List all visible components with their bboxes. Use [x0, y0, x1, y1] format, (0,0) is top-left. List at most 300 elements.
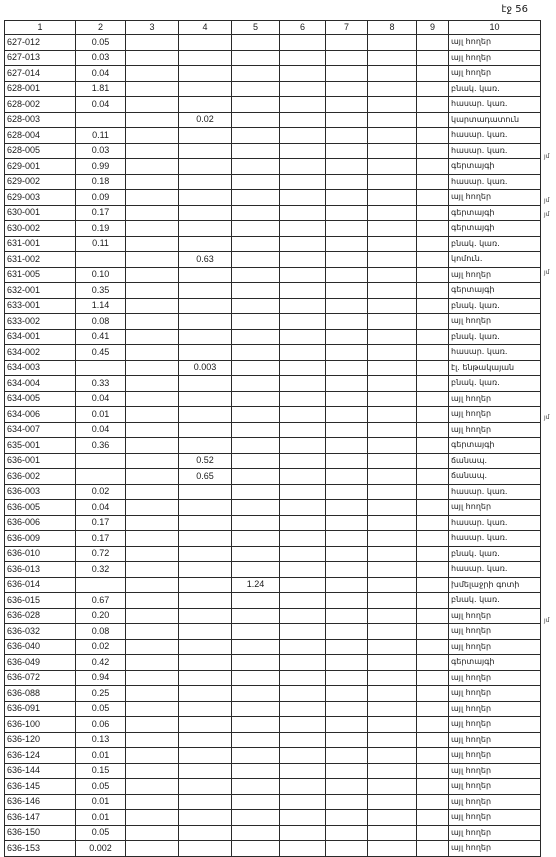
cell-c1: 627-013 — [5, 50, 76, 66]
cell-c2: 0.17 — [76, 205, 126, 221]
cell-c6 — [280, 655, 326, 671]
cell-c10: գերտայգի — [449, 221, 541, 237]
cell-c10: բնակ. կառ. — [449, 236, 541, 252]
cell-c8 — [368, 221, 417, 237]
cell-c1: 636-010 — [5, 546, 76, 562]
cell-c10: հասար. կառ. — [449, 174, 541, 190]
cell-c8 — [368, 283, 417, 299]
cell-c3 — [126, 50, 179, 66]
cell-c7 — [326, 794, 368, 810]
cell-c6 — [280, 329, 326, 345]
cell-c1: 636-150 — [5, 825, 76, 841]
table-row — [5, 438, 541, 454]
cell-c4 — [179, 624, 232, 640]
cell-c4 — [179, 205, 232, 221]
cell-c3 — [126, 825, 179, 841]
cell-c3 — [126, 376, 179, 392]
cell-c8 — [368, 159, 417, 175]
table-row — [5, 608, 541, 624]
cell-c7 — [326, 112, 368, 128]
cell-c5 — [232, 236, 280, 252]
cell-c3 — [126, 577, 179, 593]
cell-c1: 628-004 — [5, 128, 76, 144]
cell-c10: գերտայգի — [449, 159, 541, 175]
cell-c5 — [232, 50, 280, 66]
cell-c2: 0.03 — [76, 50, 126, 66]
table-row — [5, 236, 541, 252]
cell-c3 — [126, 391, 179, 407]
cell-c10: այլ հողեր — [449, 66, 541, 82]
cell-c5 — [232, 267, 280, 283]
cell-c8 — [368, 794, 417, 810]
page-number: էջ 56 — [501, 4, 528, 15]
table-row — [5, 732, 541, 748]
cell-c4 — [179, 97, 232, 113]
cell-c5 — [232, 205, 280, 221]
cell-c9 — [417, 825, 449, 841]
cell-c5 — [232, 717, 280, 733]
cell-c8 — [368, 531, 417, 547]
cell-c5 — [232, 624, 280, 640]
cell-c7 — [326, 701, 368, 717]
table-row — [5, 484, 541, 500]
cell-c2: 0.36 — [76, 438, 126, 454]
cell-c3 — [126, 810, 179, 826]
cell-c5 — [232, 593, 280, 609]
cell-c7 — [326, 391, 368, 407]
cell-c5 — [232, 360, 280, 376]
cell-c10: այլ հողեր — [449, 267, 541, 283]
cell-c1: 628-003 — [5, 112, 76, 128]
cell-c9 — [417, 686, 449, 702]
cell-c8 — [368, 81, 417, 97]
cell-c9 — [417, 66, 449, 82]
cell-c4 — [179, 608, 232, 624]
cell-c9 — [417, 717, 449, 733]
cell-c7 — [326, 453, 368, 469]
table-row — [5, 453, 541, 469]
cell-c2: 0.04 — [76, 500, 126, 516]
cell-c8 — [368, 484, 417, 500]
cell-c8 — [368, 35, 417, 51]
table-row — [5, 174, 541, 190]
cell-c4 — [179, 825, 232, 841]
cell-c2: 1.81 — [76, 81, 126, 97]
cell-c3 — [126, 562, 179, 578]
cell-c8 — [368, 97, 417, 113]
cell-c2 — [76, 469, 126, 485]
column-header: 6 — [280, 21, 326, 35]
cell-c9 — [417, 593, 449, 609]
cell-c6 — [280, 128, 326, 144]
cell-c4 — [179, 701, 232, 717]
cell-c3 — [126, 546, 179, 562]
cell-c1: 636-028 — [5, 608, 76, 624]
cell-c7 — [326, 174, 368, 190]
cell-c9 — [417, 391, 449, 407]
cell-c10: այլ հողեր — [449, 670, 541, 686]
cell-c10: այլ հողեր — [449, 50, 541, 66]
cell-c8 — [368, 686, 417, 702]
cell-c10: այլ հողեր — [449, 35, 541, 51]
cell-c8 — [368, 500, 417, 516]
cell-c8 — [368, 128, 417, 144]
cell-c10: այլ հողեր — [449, 825, 541, 841]
table-row — [5, 267, 541, 283]
table-row — [5, 190, 541, 206]
cell-c2: 0.32 — [76, 562, 126, 578]
cell-c1: 636-091 — [5, 701, 76, 717]
cell-c9 — [417, 376, 449, 392]
cell-c1: 629-002 — [5, 174, 76, 190]
cell-c10: այլ հողեր — [449, 794, 541, 810]
cell-c7 — [326, 314, 368, 330]
cell-c1: 636-153 — [5, 841, 76, 857]
cell-c10: խմելաջրի գոտի — [449, 577, 541, 593]
cell-c4 — [179, 779, 232, 795]
cell-c10: հասար. կառ. — [449, 562, 541, 578]
cell-c7 — [326, 376, 368, 392]
cell-c2: 0.01 — [76, 748, 126, 764]
cell-c8 — [368, 453, 417, 469]
cell-c3 — [126, 190, 179, 206]
cell-c10: հասար. կառ. — [449, 143, 541, 159]
cell-c7 — [326, 159, 368, 175]
cell-c9 — [417, 314, 449, 330]
cell-c6 — [280, 35, 326, 51]
cell-c7 — [326, 531, 368, 547]
table-row — [5, 546, 541, 562]
cell-c1: 636-100 — [5, 717, 76, 733]
cell-c3 — [126, 407, 179, 423]
margin-note: յմ — [544, 414, 550, 421]
table-row — [5, 283, 541, 299]
cell-c3 — [126, 763, 179, 779]
cell-c8 — [368, 236, 417, 252]
cell-c7 — [326, 732, 368, 748]
cell-c10: հասար. կառ. — [449, 97, 541, 113]
cell-c3 — [126, 267, 179, 283]
cell-c5 — [232, 190, 280, 206]
cell-c9 — [417, 453, 449, 469]
cell-c2: 0.67 — [76, 593, 126, 609]
cell-c6 — [280, 422, 326, 438]
cell-c7 — [326, 205, 368, 221]
cell-c5 — [232, 484, 280, 500]
cell-c9 — [417, 500, 449, 516]
cell-c1: 636-015 — [5, 593, 76, 609]
table-row — [5, 376, 541, 392]
cell-c6 — [280, 608, 326, 624]
cell-c8 — [368, 763, 417, 779]
cell-c1: 636-006 — [5, 515, 76, 531]
table-row — [5, 624, 541, 640]
cell-c6 — [280, 453, 326, 469]
cell-c2 — [76, 577, 126, 593]
table-row — [5, 763, 541, 779]
table-row — [5, 794, 541, 810]
column-header: 8 — [368, 21, 417, 35]
cell-c6 — [280, 345, 326, 361]
cell-c8 — [368, 267, 417, 283]
cell-c6 — [280, 267, 326, 283]
cell-c1: 630-001 — [5, 205, 76, 221]
cell-c5 — [232, 314, 280, 330]
cell-c6 — [280, 112, 326, 128]
cell-c1: 634-004 — [5, 376, 76, 392]
cell-c9 — [417, 407, 449, 423]
cell-c1: 634-002 — [5, 345, 76, 361]
cell-c8 — [368, 593, 417, 609]
cell-c8 — [368, 717, 417, 733]
cell-c3 — [126, 779, 179, 795]
cell-c6 — [280, 577, 326, 593]
cell-c1: 636-147 — [5, 810, 76, 826]
cell-c6 — [280, 500, 326, 516]
table-row — [5, 221, 541, 237]
table-row — [5, 593, 541, 609]
cell-c1: 627-012 — [5, 35, 76, 51]
cell-c7 — [326, 236, 368, 252]
cell-c4 — [179, 407, 232, 423]
cell-c7 — [326, 670, 368, 686]
cell-c8 — [368, 438, 417, 454]
cell-c9 — [417, 608, 449, 624]
cell-c6 — [280, 717, 326, 733]
cell-c4: 0.02 — [179, 112, 232, 128]
cell-c10: այլ հողեր — [449, 763, 541, 779]
cell-c2 — [76, 360, 126, 376]
cell-c2: 0.002 — [76, 841, 126, 857]
cell-c1: 633-002 — [5, 314, 76, 330]
cell-c7 — [326, 329, 368, 345]
cell-c6 — [280, 484, 326, 500]
cell-c9 — [417, 159, 449, 175]
cell-c3 — [126, 484, 179, 500]
cell-c7 — [326, 593, 368, 609]
cell-c1: 636-003 — [5, 484, 76, 500]
cell-c7 — [326, 345, 368, 361]
cell-c6 — [280, 732, 326, 748]
cell-c7 — [326, 825, 368, 841]
cell-c4 — [179, 732, 232, 748]
table-row — [5, 655, 541, 671]
cell-c7 — [326, 221, 368, 237]
cell-c3 — [126, 298, 179, 314]
cell-c3 — [126, 701, 179, 717]
cell-c5 — [232, 97, 280, 113]
cell-c6 — [280, 391, 326, 407]
cell-c9 — [417, 252, 449, 268]
cell-c4 — [179, 794, 232, 810]
table-row — [5, 298, 541, 314]
cell-c2 — [76, 112, 126, 128]
cell-c6 — [280, 236, 326, 252]
cell-c9 — [417, 810, 449, 826]
cell-c9 — [417, 639, 449, 655]
cell-c8 — [368, 732, 417, 748]
cell-c10: գերտայգի — [449, 655, 541, 671]
cell-c4: 0.63 — [179, 252, 232, 268]
cell-c4 — [179, 670, 232, 686]
cell-c6 — [280, 174, 326, 190]
margin-note: յմ — [544, 269, 550, 276]
cell-c9 — [417, 841, 449, 857]
cell-c9 — [417, 779, 449, 795]
cell-c4 — [179, 438, 232, 454]
cell-c6 — [280, 794, 326, 810]
cell-c9 — [417, 112, 449, 128]
cell-c9 — [417, 732, 449, 748]
cell-c1: 636-088 — [5, 686, 76, 702]
cell-c10: այլ հողեր — [449, 841, 541, 857]
table-row — [5, 562, 541, 578]
cell-c9 — [417, 97, 449, 113]
cell-c7 — [326, 748, 368, 764]
cell-c7 — [326, 763, 368, 779]
table-body — [5, 35, 541, 857]
table-row — [5, 577, 541, 593]
cell-c9 — [417, 469, 449, 485]
cell-c9 — [417, 577, 449, 593]
cell-c3 — [126, 66, 179, 82]
cell-c5: 1.24 — [232, 577, 280, 593]
cell-c2: 0.05 — [76, 701, 126, 717]
cell-c2: 0.42 — [76, 655, 126, 671]
cell-c3 — [126, 112, 179, 128]
table-row — [5, 639, 541, 655]
cell-c10: այլ հողեր — [449, 422, 541, 438]
table-row — [5, 717, 541, 733]
cell-c2: 1.14 — [76, 298, 126, 314]
cell-c1: 628-001 — [5, 81, 76, 97]
table-row — [5, 360, 541, 376]
cell-c4 — [179, 810, 232, 826]
cell-c2: 0.04 — [76, 66, 126, 82]
cell-c8 — [368, 841, 417, 857]
table-row — [5, 779, 541, 795]
cell-c9 — [417, 655, 449, 671]
cell-c4 — [179, 639, 232, 655]
cell-c10: հասար. կառ. — [449, 345, 541, 361]
cell-c5 — [232, 174, 280, 190]
cell-c3 — [126, 500, 179, 516]
cell-c1: 636-005 — [5, 500, 76, 516]
cell-c9 — [417, 515, 449, 531]
cell-c2: 0.15 — [76, 763, 126, 779]
cell-c9 — [417, 794, 449, 810]
cell-c7 — [326, 81, 368, 97]
cell-c8 — [368, 779, 417, 795]
cell-c1: 628-005 — [5, 143, 76, 159]
cell-c10: կարտադատուն — [449, 112, 541, 128]
table-row — [5, 314, 541, 330]
cell-c7 — [326, 97, 368, 113]
cell-c8 — [368, 391, 417, 407]
cell-c5 — [232, 841, 280, 857]
cell-c10: գերտայգի — [449, 438, 541, 454]
cell-c4 — [179, 655, 232, 671]
cell-c3 — [126, 748, 179, 764]
cell-c7 — [326, 577, 368, 593]
cell-c1: 636-124 — [5, 748, 76, 764]
cell-c7 — [326, 546, 368, 562]
cell-c3 — [126, 732, 179, 748]
cell-c10: գերտայգի — [449, 283, 541, 299]
table-row — [5, 391, 541, 407]
cell-c9 — [417, 345, 449, 361]
cell-c9 — [417, 298, 449, 314]
cell-c2: 0.13 — [76, 732, 126, 748]
cell-c1: 633-001 — [5, 298, 76, 314]
cell-c1: 631-001 — [5, 236, 76, 252]
cell-c4 — [179, 422, 232, 438]
cell-c5 — [232, 66, 280, 82]
cell-c6 — [280, 469, 326, 485]
table-row — [5, 112, 541, 128]
cell-c10: բնակ. կառ. — [449, 81, 541, 97]
cell-c2: 0.08 — [76, 624, 126, 640]
cell-c2: 0.17 — [76, 531, 126, 547]
table-row — [5, 50, 541, 66]
cell-c6 — [280, 298, 326, 314]
cell-c3 — [126, 794, 179, 810]
cell-c1: 636-014 — [5, 577, 76, 593]
cell-c8 — [368, 298, 417, 314]
cell-c3 — [126, 174, 179, 190]
cell-c10: բնակ. կառ. — [449, 546, 541, 562]
cell-c4 — [179, 283, 232, 299]
cell-c8 — [368, 562, 417, 578]
cell-c7 — [326, 779, 368, 795]
cell-c5 — [232, 825, 280, 841]
cell-c8 — [368, 174, 417, 190]
cell-c2: 0.41 — [76, 329, 126, 345]
cell-c10: այլ հողեր — [449, 701, 541, 717]
cell-c6 — [280, 515, 326, 531]
cell-c5 — [232, 391, 280, 407]
cell-c8 — [368, 376, 417, 392]
cell-c8 — [368, 639, 417, 655]
cell-c3 — [126, 360, 179, 376]
cell-c1: 631-005 — [5, 267, 76, 283]
cell-c5 — [232, 422, 280, 438]
cell-c10: բնակ. կառ. — [449, 298, 541, 314]
cell-c5 — [232, 438, 280, 454]
cell-c10: այլ հողեր — [449, 686, 541, 702]
cell-c4 — [179, 515, 232, 531]
cell-c7 — [326, 35, 368, 51]
cell-c10: այլ հողեր — [449, 624, 541, 640]
cell-c2: 0.01 — [76, 794, 126, 810]
cell-c7 — [326, 608, 368, 624]
cell-c4 — [179, 577, 232, 593]
cell-c1: 636-049 — [5, 655, 76, 671]
cell-c8 — [368, 190, 417, 206]
cell-c8 — [368, 701, 417, 717]
cell-c2: 0.94 — [76, 670, 126, 686]
table-row — [5, 825, 541, 841]
cell-c4: 0.65 — [179, 469, 232, 485]
cell-c3 — [126, 422, 179, 438]
cell-c10: կոմուն. — [449, 252, 541, 268]
cell-c10: հասար. կառ. — [449, 484, 541, 500]
table-row — [5, 345, 541, 361]
cell-c9 — [417, 81, 449, 97]
cell-c4 — [179, 221, 232, 237]
cell-c9 — [417, 283, 449, 299]
cell-c8 — [368, 577, 417, 593]
